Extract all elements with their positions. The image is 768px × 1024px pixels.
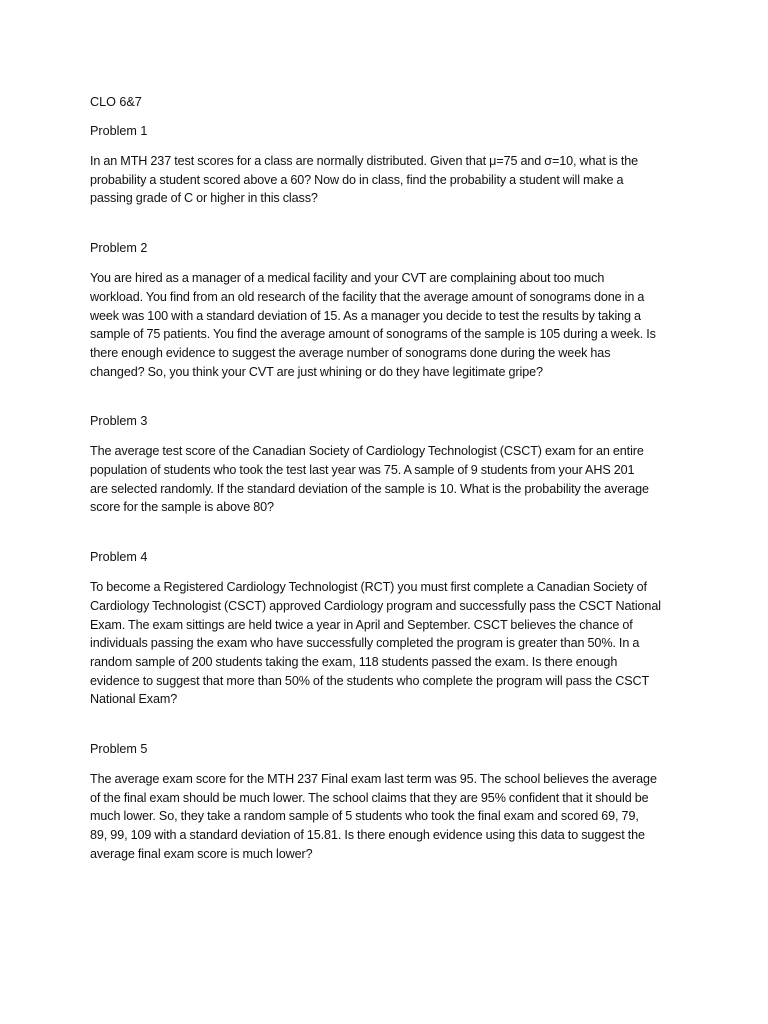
paragraph-spacer bbox=[90, 709, 680, 741]
problem-2 bbox=[90, 240, 680, 413]
problem-heading: Problem 4 bbox=[90, 550, 148, 565]
document-title: CLO 6&7 bbox=[90, 95, 142, 109]
paragraph-spacer bbox=[90, 208, 680, 240]
problem-text: To become a Registered Cardiology Technologist (RCT) you must first complete a Canadian Society of Cardiology Technologist (CSCT) approved Cardiology program and successfully pass the CSCT National Exam. The exam sittings are held twice a year in April and September. CSCT believes the chance of individuals passing the exam who have successfully completed the program is greater than 50%. In a random sample of 200 students taking the exam, 118 students passed the exam. Is there enough evidence to suggest that more than 50% of the students who complete the program will pass the CSCT National Exam? bbox=[90, 580, 661, 707]
problem-5 bbox=[90, 741, 680, 864]
document-body bbox=[90, 94, 680, 864]
problem-heading: Problem 5 bbox=[90, 742, 148, 757]
problem-text: In an MTH 237 test scores for a class are normally distributed. Given that μ=75 and σ=10, what is the probability a student scored above a 60? Now do in class, find the probability a student will make a passing grade of C or higher in this class? bbox=[90, 154, 639, 206]
problem-heading: Problem 3 bbox=[90, 414, 148, 429]
problem-text: The average exam score for the MTH 237 Final exam last term was 95. The school believes the average of the final exam should be much lower. The school claims that they are 95% confident that it should be much lower. So, they take a random sample of 5 students who took the final exam and scored 69, 79, 89, 99, 109 with a standard deviation of 15.81. Is there enough evidence using this data to suggest the average final exam score is much lower? bbox=[90, 772, 657, 861]
problem-1 bbox=[90, 123, 680, 240]
paragraph-spacer bbox=[90, 517, 680, 549]
problem-3 bbox=[90, 413, 680, 549]
problem-text: The average test score of the Canadian Society of Cardiology Technologist (CSCT) exam for an entire population of students who took the test last year was 75. A sample of 9 students from your AHS 201 are selected randomly. If the standard deviation of the sample is 10. What is the probability the average score for the sample is above 80? bbox=[90, 444, 649, 515]
problem-heading: Problem 2 bbox=[90, 241, 148, 256]
problem-4 bbox=[90, 549, 680, 741]
problem-text: You are hired as a manager of a medical facility and your CVT are complaining about too much workload. You find from an old research of the facility that the average amount of sonograms done in a week was 100 with a standard deviation of 15. As a manager you decide to test the results by taking a sample of 75 patients. You find the average amount of sonograms of the sample is 105 during a week. Is there enough evidence to suggest the average number of sonograms done during the week has changed? So, you think your CVT are just whining or do they have legitimate gripe? bbox=[90, 271, 656, 379]
paragraph-spacer bbox=[90, 381, 680, 413]
problem-heading: Problem 1 bbox=[90, 124, 148, 138]
